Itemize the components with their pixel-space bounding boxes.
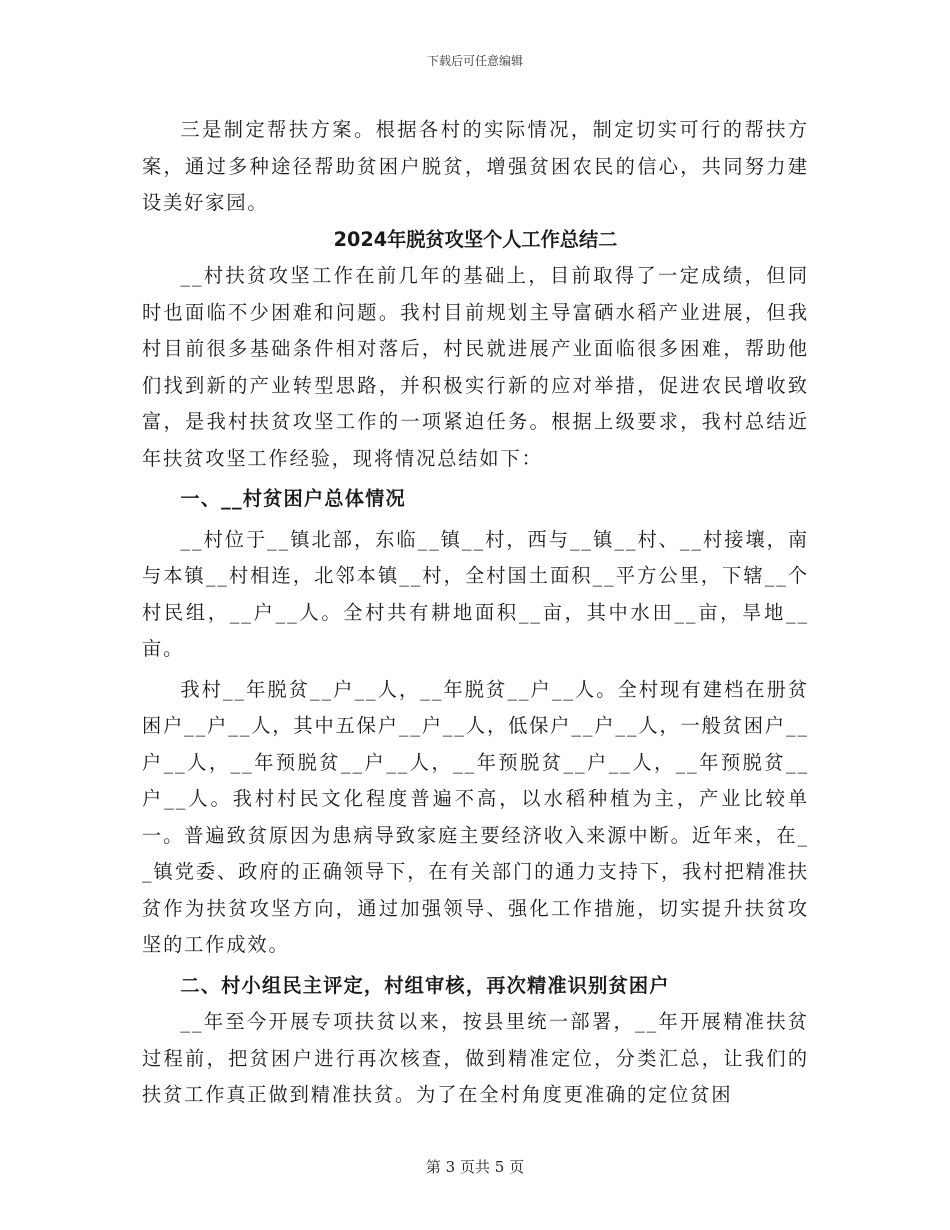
section-heading: 一、__村贫困户总体情况 [180, 487, 406, 510]
document-body [142, 112, 809, 1114]
paragraph: __年至今开展专项扶贫以来，按县里统一部署，__年开展精准扶贫过程前，把贫困户进行再次核查，做到精准定位，分类汇总，让我们的扶贫工作真正做到精准扶贫。为了在全村角度更准确的定位贫困 [142, 1010, 809, 1106]
page-number: 第 3 页共 5 页 [425, 1158, 525, 1176]
paragraph: __村扶贫攻坚工作在前几年的基础上，目前取得了一定成绩，但同时也面临不少困难和问题。我村目前规划主导富硒水稻产业进展，但我村目前很多基础条件相对落后，村民就进展产业面临很多困难，帮助他们找到新的产业转型思路，并积极实行新的应对举措，促进农民增收致富，是我村扶贫攻坚工作的一项紧迫任务。根据上级要求，我村总结近年扶贫攻坚工作经验，现将情况总结如下： [142, 264, 809, 470]
paragraph: 我村__年脱贫__户__人，__年脱贫__户__人。全村现有建档在册贫困户__户__人，其中五保户__户__人，低保户__户__人，一般贫困户__户__人，__年预脱贫__户__人，__年预脱贫__户__人，__年预脱贫__户__人。我村村民文化程度普遍不高，以水稻种植为主，产业比较单一。普遍致贫原因为患病导致家庭主要经济收入来源中断。近年来，在__镇党委、政府的正确领导下，在有关部门的通力支持下，我村把精准扶贫作为扶贫攻坚方向，通过加强领导、强化工作措施，切实提升扶贫攻坚的工作成效。 [142, 677, 810, 956]
section-heading: 二、村小组民主评定，村组审核，再次精准识别贫困户 [180, 973, 670, 997]
page-header: 下载后可任意编辑 [426, 54, 523, 68]
paragraph: __村位于__镇北部，东临__镇__村，西与__镇__村、__村接壤，南与本镇__村相连，北邻本镇__村，全村国土面积__平方公里，下辖__个村民组，__户__人。全村共有耕地面积__亩，其中水田__亩，旱地__亩。 [142, 527, 809, 660]
paragraph: 三是制定帮扶方案。根据各村的实际情况，制定切实可行的帮扶方案，通过多种途径帮助贫困户脱贫，增强贫困农民的信心，共同努力建设美好家园。 [142, 118, 809, 214]
section-title: 2024年脱贫攻坚个人工作总结二 [333, 227, 618, 251]
